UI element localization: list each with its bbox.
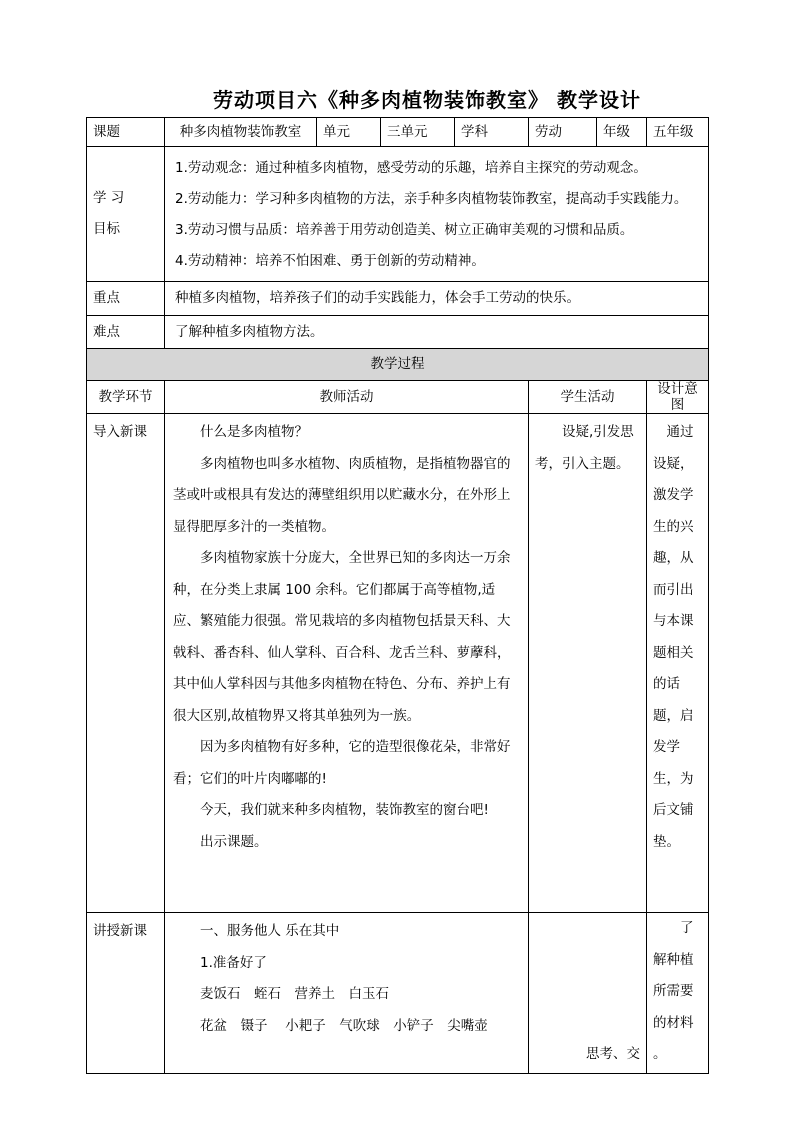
col-teacher-header: 教师活动 xyxy=(165,381,529,414)
page-title: 劳动项目六《种多肉植物装饰教室》 教学设计 xyxy=(213,88,641,112)
objectives-label-line1: 学 习 xyxy=(93,189,125,206)
teacher-activity-teaching xyxy=(165,913,529,1074)
stage-teaching xyxy=(87,913,165,1074)
grade-value: 五年级 xyxy=(647,118,709,147)
design-intent-text: 通过设疑，激发学生的兴趣，从而引出与本课题相关的话题，启发学生，为后文铺垫。 xyxy=(653,424,694,850)
student-activity-teaching xyxy=(529,913,647,1074)
student-activity-text: 设疑,引发思考，引入主题。 xyxy=(535,424,634,472)
student-activity-intro xyxy=(529,414,647,913)
design-intent-teaching xyxy=(647,913,709,1074)
teacher-paragraph: 花盆 镊子 小耙子 气吹球 小铲子 尖嘴壶 xyxy=(200,1017,488,1034)
stage-intro-label: 导入新课 xyxy=(93,424,147,441)
subject-label: 学科 xyxy=(455,118,529,147)
unit-value: 三单元 xyxy=(381,118,455,147)
process-columns-row xyxy=(87,381,709,414)
col-stage-header: 教学环节 xyxy=(87,381,165,414)
design-intent-intro xyxy=(647,414,709,913)
header-row xyxy=(87,118,709,147)
stage-teaching-label: 讲授新课 xyxy=(93,923,147,940)
process-heading-row xyxy=(87,349,709,381)
difficulty-label: 难点 xyxy=(87,316,165,349)
objectives-label-line2: 目标 xyxy=(93,221,120,237)
objective-item: 1.劳动观念：通过种植多肉植物，感受劳动的乐趣，培养自主探究的劳动观念。 xyxy=(175,160,647,176)
key-point-row xyxy=(87,282,709,316)
difficulty-text: 了解种植多肉植物方法。 xyxy=(165,316,709,349)
stage-intro xyxy=(87,414,165,913)
key-point-label: 重点 xyxy=(87,282,165,316)
grade-label: 年级 xyxy=(597,118,647,147)
teacher-paragraph: 因为多肉植物有好多种，它的造型很像花朵，非常好看；它们的叶片肉嘟嘟的! xyxy=(173,739,511,787)
difficulty-row xyxy=(87,316,709,349)
col-intent-header: 设计意图 xyxy=(647,381,709,414)
objective-item: 2.劳动能力：学习种多肉植物的方法，亲手种多肉植物装饰教室，提高动手实践能力。 xyxy=(175,191,688,207)
student-activity-text: 思考、交 xyxy=(586,1046,640,1063)
teacher-paragraph: 1.准备好了 xyxy=(200,954,267,971)
subject-value: 劳动 xyxy=(529,118,597,147)
process-heading: 教学过程 xyxy=(87,349,709,381)
design-intent-text: 了解种植所需要的材料 。 xyxy=(653,920,694,1063)
teacher-paragraph: 出示课题。 xyxy=(200,833,268,850)
teacher-paragraph: 多肉植物家族十分庞大，全世界已知的多肉达一万余种，在分类上隶属 100 余科。它们都属于高等植物,适应、繁殖能力很强。常见栽培的多肉植物包括景天科、大戟科、番杏科、仙人掌科、百合科、龙舌兰科、萝藦科，其中仙人掌科因与其他多肉植物在特色、分布、养护上有很大区别,故植物界又将其单独列为一族。 xyxy=(173,550,511,724)
teacher-paragraph: 什么是多肉植物？ xyxy=(200,424,308,441)
teacher-paragraph: 麦饭石 蛭石 营养土 白玉石 xyxy=(200,986,389,1003)
col-student-header: 学生活动 xyxy=(529,381,647,414)
objectives-row xyxy=(87,147,709,282)
process-row-intro xyxy=(87,414,709,913)
objective-item: 4.劳动精神：培养不怕困难、勇于创新的劳动精神。 xyxy=(175,253,485,269)
teacher-paragraph: 今天，我们就来种多肉植物，装饰教室的窗台吧! xyxy=(200,802,489,819)
teacher-activity-intro xyxy=(165,414,529,913)
topic-value: 种多肉植物装饰教室 xyxy=(165,118,317,147)
key-point-text: 种植多肉植物，培养孩子们的动手实践能力，体会手工劳动的快乐。 xyxy=(165,282,709,316)
topic-label: 课题 xyxy=(87,118,165,147)
teacher-paragraph: 一、服务他人 乐在其中 xyxy=(200,923,340,940)
teacher-paragraph: 多肉植物也叫多水植物、肉质植物，是指植物器官的茎或叶或根具有发达的薄壁组织用以贮藏水分，在外形上显得肥厚多汁的一类植物。 xyxy=(173,455,511,535)
objective-item: 3.劳动习惯与品质：培养善于用劳动创造美、树立正确审美观的习惯和品质。 xyxy=(175,222,634,238)
unit-label: 单元 xyxy=(317,118,381,147)
lesson-plan-table xyxy=(86,117,709,1074)
objectives-list xyxy=(165,147,709,282)
objectives-label xyxy=(87,147,165,282)
process-row-teaching xyxy=(87,913,709,1074)
